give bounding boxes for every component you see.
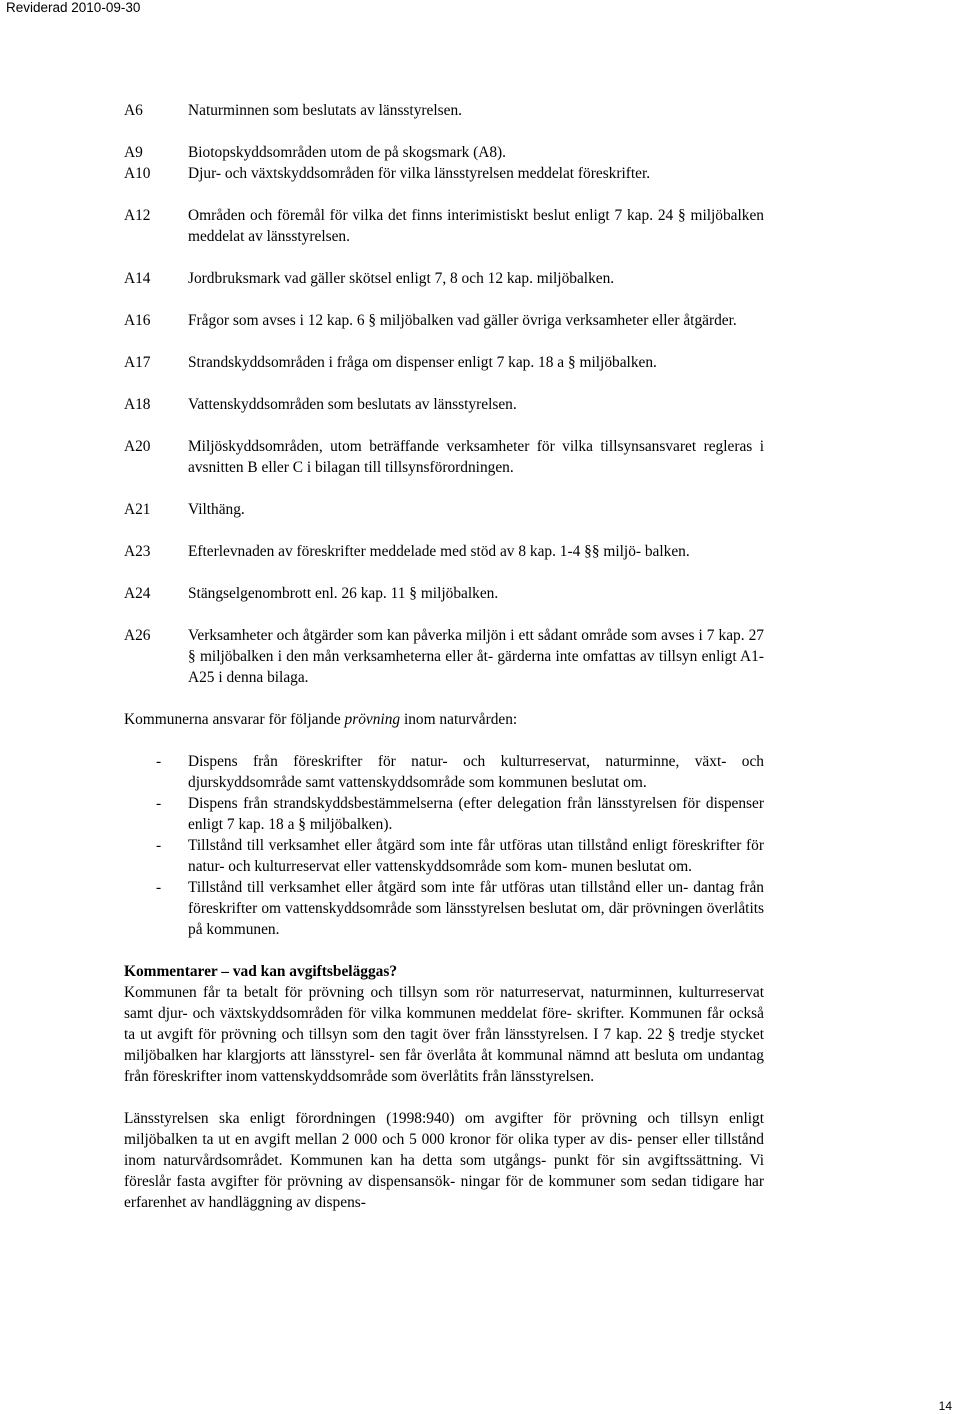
item-text: Områden och föremål för vilka det finns interimistiskt beslut enligt 7 kap. 24 § miljöbalken meddelat av länsstyrelsen. — [188, 207, 764, 245]
page-number: 14 — [938, 1399, 952, 1413]
list-item — [124, 625, 764, 688]
list-item — [124, 310, 764, 331]
list-item — [124, 268, 764, 289]
list-item-group — [124, 142, 764, 184]
dash-bullet: - — [156, 879, 162, 896]
item-code: A20 — [124, 438, 151, 455]
item-code: A17 — [124, 354, 151, 371]
list-item — [124, 541, 764, 562]
list-item — [124, 436, 764, 478]
intro-emphasis: prövning — [344, 711, 401, 728]
item-code: A16 — [124, 312, 151, 329]
revision-header: Reviderad 2010-09-30 — [6, 0, 141, 15]
item-text: Miljöskyddsområden, utom beträffande verksamheter för vilka tillsynsansvaret regleras i avsnitten B eller C i bilagan till tillsynsförordningen. — [188, 438, 764, 476]
comments-heading: Kommentarer – vad kan avgiftsbeläggas? — [124, 963, 398, 980]
list-item — [124, 583, 764, 604]
bullet-text: Dispens från strandskyddsbestämmelserna (efter delegation från länsstyrelsen för dispenser enligt 7 kap. 18 a § miljöbalken). — [188, 795, 764, 833]
item-code: A24 — [124, 585, 151, 602]
item-code: A12 — [124, 207, 151, 224]
dash-bullet: - — [156, 837, 162, 854]
item-text: Djur- och växtskyddsområden för vilka länsstyrelsen meddelat föreskrifter. — [188, 165, 651, 182]
item-code: A18 — [124, 396, 151, 413]
item-text: Biotopskyddsområden utom de på skogsmark (A8). — [188, 144, 507, 161]
bullet-text: Tillstånd till verksamhet eller åtgärd som inte får utföras utan tillstånd enligt föreskrifter för natur- och kulturreservat eller vattenskyddsområde som kom- munen beslutat om. — [188, 837, 764, 875]
item-code: A21 — [124, 501, 151, 518]
list-item — [124, 877, 764, 940]
list-item — [124, 835, 764, 877]
item-text: Verksamheter och åtgärder som kan påverka miljön i ett sådant område som avses i 7 kap. 27 § miljöbalken i den mån verksamheterna eller åt- gärderna inte omfattas av tillsyn enligt A1-A25 i denna bilaga. — [188, 627, 764, 686]
item-code: A9 — [124, 144, 143, 161]
item-text: Strandskyddsområden i fråga om dispenser enligt 7 kap. 18 a § miljöbalken. — [188, 354, 657, 371]
list-item — [124, 100, 764, 121]
dash-bullet: - — [156, 753, 162, 770]
list-item — [124, 205, 764, 247]
item-text: Stängselgenombrott enl. 26 kap. 11 § miljöbalken. — [188, 585, 499, 602]
list-item — [124, 793, 764, 835]
fees-paragraph: Länsstyrelsen ska enligt förordningen (1998:940) om avgifter för prövning och tillsyn enligt miljöbalken ta ut en avgift mellan 2 000 och 5 000 kronor för olika typer av dis- penser eller tillstånd inom naturvårdsområdet. Kommunen kan ha detta som utgångs- punkt för sin avgiftssättning. Vi föreslår fasta avgifter för prövning av dispensansök- ningar för de kommuner som sedan tidigare har erfarenhet av handläggning av dispens- — [124, 1110, 764, 1211]
item-text: Vattenskyddsområden som beslutats av länsstyrelsen. — [188, 396, 517, 413]
item-code: A26 — [124, 627, 151, 644]
dash-bullet: - — [156, 795, 162, 812]
document-body — [124, 100, 764, 1234]
dash-list — [124, 751, 764, 940]
intro-text-before: Kommunerna ansvarar för följande — [124, 711, 345, 728]
bullet-text: Tillstånd till verksamhet eller åtgärd som inte får utföras utan tillstånd eller un- dantag från föreskrifter om vattenskyddsområde som länsstyrelsen beslutat om, där prövningen överlåtits på kommunen. — [188, 879, 764, 938]
comments-paragraph: Kommunen får ta betalt för prövning och tillsyn som rör naturreservat, naturminnen, kulturreservat samt djur- och växtskyddsområden för vilka kommunen meddelat före- skrifter. Kommunen får också ta ut avgift för prövning och tillsyn som den tagit över från länsstyrelsen. I 7 kap. 22 § tredje stycket miljöbalken har klargjorts att länsstyrel- sen får överlåta åt kommunal nämnd att besluta om undantag från föreskrifter inom vattenskyddsområde som överlåtits från länsstyrelsen. — [124, 984, 764, 1085]
item-text: Jordbruksmark vad gäller skötsel enligt 7, 8 och 12 kap. miljöbalken. — [188, 270, 615, 287]
intro-paragraph — [124, 709, 764, 730]
list-item — [124, 751, 764, 793]
list-item — [124, 499, 764, 520]
item-text: Naturminnen som beslutats av länsstyrelsen. — [188, 102, 462, 119]
item-text: Efterlevnaden av föreskrifter meddelade med stöd av 8 kap. 1-4 §§ miljö- balken. — [188, 543, 690, 560]
item-code: A10 — [124, 165, 151, 182]
bullet-text: Dispens från föreskrifter för natur- och kulturreservat, naturminne, växt- och djurskyddsområde samt vattenskyddsområde som kommunen beslutat om. — [188, 753, 764, 791]
item-code: A14 — [124, 270, 151, 287]
item-text: Vilthäng. — [188, 501, 245, 518]
list-item — [124, 394, 764, 415]
item-code: A6 — [124, 102, 143, 119]
item-text: Frågor som avses i 12 kap. 6 § miljöbalken vad gäller övriga verksamheter eller åtgärder. — [188, 312, 737, 329]
list-item — [124, 352, 764, 373]
item-code: A23 — [124, 543, 151, 560]
intro-text-after: inom naturvården: — [400, 711, 518, 728]
